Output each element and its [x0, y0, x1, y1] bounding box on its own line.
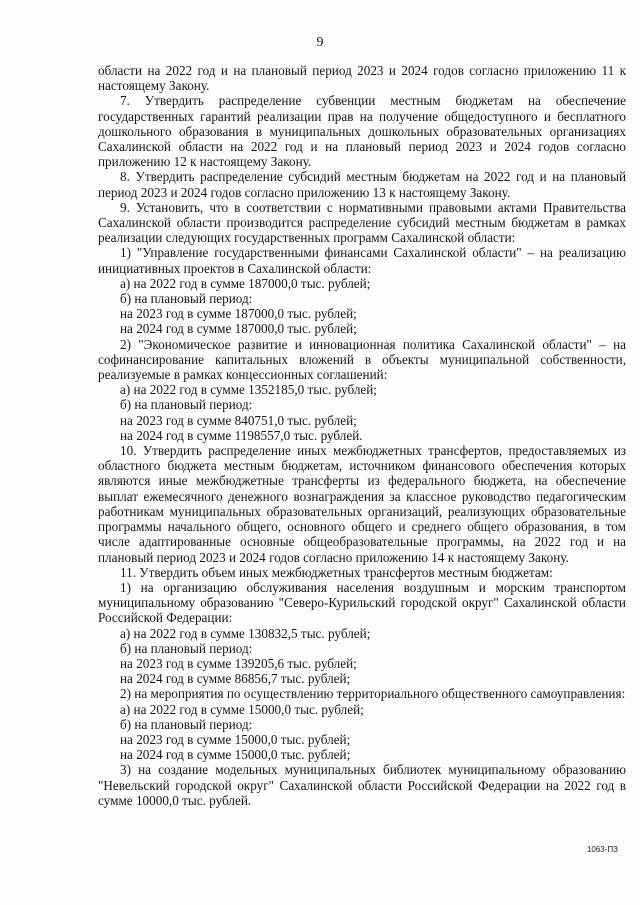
paragraph-item-9-1: 1) "Управление государственными финансами Сахалинской области" – на реализацию инициативных проектов в Сахалинской области:: [98, 245, 626, 276]
page-number: 9: [316, 35, 324, 50]
subitem-line: на 2024 год в сумме 1198557,0 тыс. рублей.: [120, 427, 363, 443]
subitem-line: б) на плановый период:: [120, 716, 253, 732]
subitem-line: б) на плановый период:: [120, 291, 253, 307]
subitem-line: а) на 2022 год в сумме 130832,5 тыс. рублей;: [120, 625, 371, 641]
paragraph-item-7: 7. Утвердить распределение субвенции местным бюджетам на обеспечение государственных гарантий реализации прав на получение общедоступного и бесплатного дошкольного образования в муниципальных дошкольных образовательных организациях Сахалинской области на 2022 год и на плановый период 2023 и 2024 годов согласно приложению 12 к настоящему Закону.: [98, 93, 626, 170]
subitem-line: на 2024 год в сумме 86856,7 тыс. рублей;: [120, 671, 351, 687]
document-body: [98, 63, 626, 808]
paragraph-item-9-2: 2) "Экономическое развитие и инновационная политика Сахалинской области" – на софинансирование капитальных вложений в объекты муниципальной собственности, реализуемые в рамках концессионных соглашений:: [98, 336, 626, 383]
subitem-line: на 2024 год в сумме 187000,0 тыс. рублей;: [120, 321, 357, 337]
subitem-line: на 2024 год в сумме 15000,0 тыс. рублей;: [120, 747, 351, 763]
paragraph-item-8: 8. Утвердить распределение субсидий местным бюджетам на 2022 год и на плановый период 2023 и 2024 годов согласно приложению 13 к настоящему Закону.: [98, 169, 626, 200]
subitem-line: на 2023 год в сумме 187000,0 тыс. рублей;: [120, 306, 357, 322]
subitem-line: а) на 2022 год в сумме 187000,0 тыс. рублей;: [120, 275, 371, 291]
paragraph-continuation: области на 2022 год и на плановый период 2023 и 2024 годов согласно приложению 11 к настоящему Закону.: [98, 63, 626, 94]
document-code: 1063-ПЗ: [586, 844, 618, 854]
paragraph-item-11: 11. Утвердить объем иных межбюджетных трансфертов местным бюджетам:: [120, 564, 553, 580]
subitem-line: б) на плановый период:: [120, 640, 253, 656]
paragraph-item-11-1: 1) на организацию обслуживания населения воздушным и морским транспортом муниципальному образованию "Северо-Курильский городской округ" Сахалинской области Российской Федерации:: [98, 579, 626, 626]
paragraph-item-10: 10. Утвердить распределение иных межбюджетных трансфертов, предоставляемых из областного бюджета местным бюджетам, источником финансового обеспечения которых являются иные межбюджетные трансферты из федерального бюджета, на обеспечение выплат ежемесячного денежного вознаграждения за классное руководство педагогическим работникам муниципальных образовательных организаций, реализующих образовательные программы начального общего, основного общего и среднего общего образования, в том числе адаптированные основные общеобразовательные программы, на 2022 год и на плановый период 2023 и 2024 годов согласно приложению 14 к настоящему Закону.: [98, 443, 626, 565]
paragraph-item-11-2: 2) на мероприятия по осуществлению территориального общественного самоуправления:: [120, 686, 626, 702]
paragraph-item-9: 9. Установить, что в соответствии с нормативными правовыми актами Правительства Сахалинской области производится распределение субсидий местным бюджетам в рамках реализации следующих государственных программ Сахалинской области:: [98, 199, 626, 246]
subitem-line: на 2023 год в сумме 139205,6 тыс. рублей;: [120, 655, 357, 671]
subitem-line: на 2023 год в сумме 840751,0 тыс. рублей;: [120, 412, 357, 428]
subitem-line: на 2023 год в сумме 15000,0 тыс. рублей;: [120, 731, 351, 747]
subitem-line: а) на 2022 год в сумме 1352185,0 тыс. рублей;: [120, 382, 377, 398]
subitem-line: а) на 2022 год в сумме 15000,0 тыс. рублей;: [120, 701, 364, 717]
paragraph-item-11-3: 3) на создание модельных муниципальных библиотек муниципальному образованию "Невельский городской округ" Сахалинской области Российской Федерации на 2022 год в сумме 10000,0 тыс. рублей.: [98, 762, 626, 808]
subitem-line: б) на плановый период:: [120, 397, 253, 413]
